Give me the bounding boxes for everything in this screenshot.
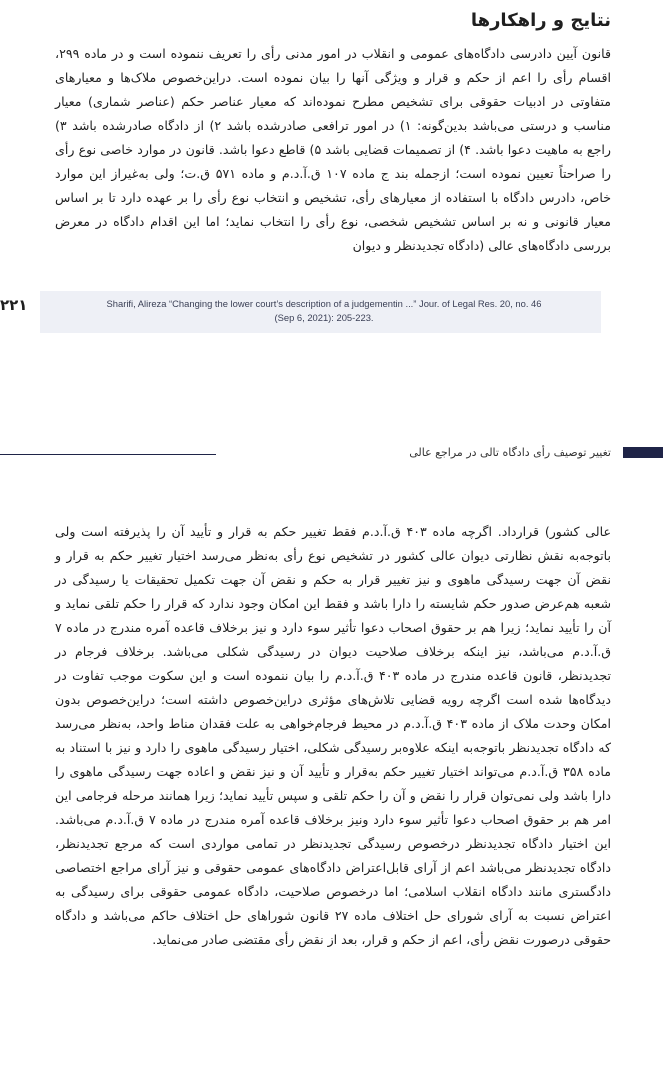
footnote-box	[40, 291, 601, 333]
running-header: تغییر توصیف رأی دادگاه تالی در مراجع عالی	[409, 446, 611, 459]
section-heading: نتایج و راهکارها	[470, 10, 611, 31]
body-paragraph-top: قانون آیین دادرسی دادگاه‌های عمومی و انقلاب در امور مدنی رأی را تعریف ننموده است و در ماده ۲۹۹، اقسام رأی را اعم از حکم و قرار و ویژگی آنها را بیان نموده است. دراین‌خصوص ملاک‌ها و معیارهای متفاوتی در ادبیات حقوقی برای تشخیص مطرح نموده‌اند که معیار عناصر حکم (عناصر شماری) معیار مناسب و درستی می‌باشد بدین‌گونه: ۱) در امور ترافعی صادرشده باشد ۲) از دادگاه صادرشده باشد ۳) راجع به ماهیت دعوا باشد. ۴) از تصمیمات قضایی باشد ۵) قاطع دعوا باشد. قانون در موارد خاصی نوع رأی را صراحتاً تعیین نموده است؛ ازجمله بند ج ماده ۱۰۷ ق.آ.د.م و ماده ۵۷۱ ق.ت؛ ولی به‌غیراز این موارد خاص، دادرس دادگاه با استفاده از معیارهای رأی، تشخیص و انتخاب نوع رأی را بر عهده دارد تا بر اساس معیار قانونی و نه بر اساس تشخیص شخصی، نوع رأی را انتخاب نماید؛ اما این اقدام دادگاه در معرض بررسی دادگاه‌های عالی (دادگاه تجدیدنظر و دیوان	[55, 46, 611, 253]
header-accent-bar	[623, 447, 663, 458]
bottom-page	[0, 440, 663, 1080]
page-number: ۲۲۱	[0, 296, 28, 314]
body-paragraph-bottom: عالی کشور) قرارداد. اگرچه ماده ۴۰۳ ق.آ.د.م فقط تغییر حکم به قرار و تأیید آن را پذیرفته است ولی باتوجه‌به نقش نظارتی دیوان عالی کشور در تشخیص نوع رأی به‌نظر می‌رسد اختیار تغییر حکم به قرار و نقض آن جهت رسیدگی ماهوی و نیز تغییر قرار به حکم و نقض آن جهت تکمیل تحقیقات یا رسیدگی در شعبه هم‌عرض صدور حکم شایسته را دارا باشد و فقط این امکان وجود ندارد که قرار را حکم تلقی نماید و آن را تأیید نماید؛ زیرا هم بر حقوق اصحاب دعوا تأثیر سوء دارد و نیز برخلاف قاعده آمره مندرج در ماده ۷ ق.آ.د.م می‌باشد، نیز اینکه برخلاف صلاحیت دیوان در رسیدگی شکلی می‌باشد. برخلاف فرجام در تجدیدنظر، قانون قاعده مندرج در ماده ۴۰۳ ق.آ.د.م را بیان ننموده است و این سکوت موجب تفاوت در دیدگاه‌ها شده است اگرچه رویه قضایی تلاش‌های مؤثری دراین‌خصوص داشته است؛ دراین‌خصوص بدون امکان وحدت ملاک از ماده ۴۰۳ ق.آ.د.م در محیط فرجام‌خواهی به علت فقدان مناط واحد، به‌نظر می‌رسد که دادگاه تجدیدنظر باتوجه‌به اینکه علاوه‌بر رسیدگی شکلی، اختیار رسیدگی ماهوی را دارد و نیز با استناد به ماده ۳۵۸ ق.آ.د.م می‌تواند اختیار تغییر حکم به‌قرار و تأیید آن و نیز نقض و اعاده جهت رسیدگی ماهوی را دارا باشد ولی نمی‌توان قرار را نقض و آن را حکم تلقی و سپس تأیید نماید؛ زیرا همانند مرحله فرجامی این امر هم بر حقوق اصحاب دعوا تأثیر سوء دارد ونیز برخلاف قاعده آمره مندرج در ماده ۷ ق.آ.د.م می‌باشد. این اختیار دادگاه تجدیدنظر درخصوص رسیدگی تجدیدنظر در تمامی مواردی است که مرجع تجدیدنظر، دادگاه تجدیدنظر می‌باشد اعم از آرای قابل‌اعتراض دادگاه‌های عمومی حقوقی و نیز آرای مراجع اختصاصی دادگستری مانند دادگاه انقلاب اسلامی؛ اما درخصوص صلاحیت، دادگاه عمومی حقوقی برای رسیدگی به اعتراض نسبت به آرای شورای حل اختلاف ماده ۲۷ قانون شوراهای حل اختلاف حاکم می‌باشد و دادگاه حقوقی درصورت نقض رأی، اعم از حکم و قرار، بعد از نقض رأی مقتضی صادر می‌نماید.	[55, 524, 611, 947]
top-page	[0, 0, 663, 345]
footnote-citation: Sharifi, Alireza “Changing the lower court’s description of a judgementin ...” Jour. of Legal Res. 20, no. 46 (Sep 6, 2021): 205-223.	[106, 298, 542, 323]
header-rule	[0, 454, 216, 455]
